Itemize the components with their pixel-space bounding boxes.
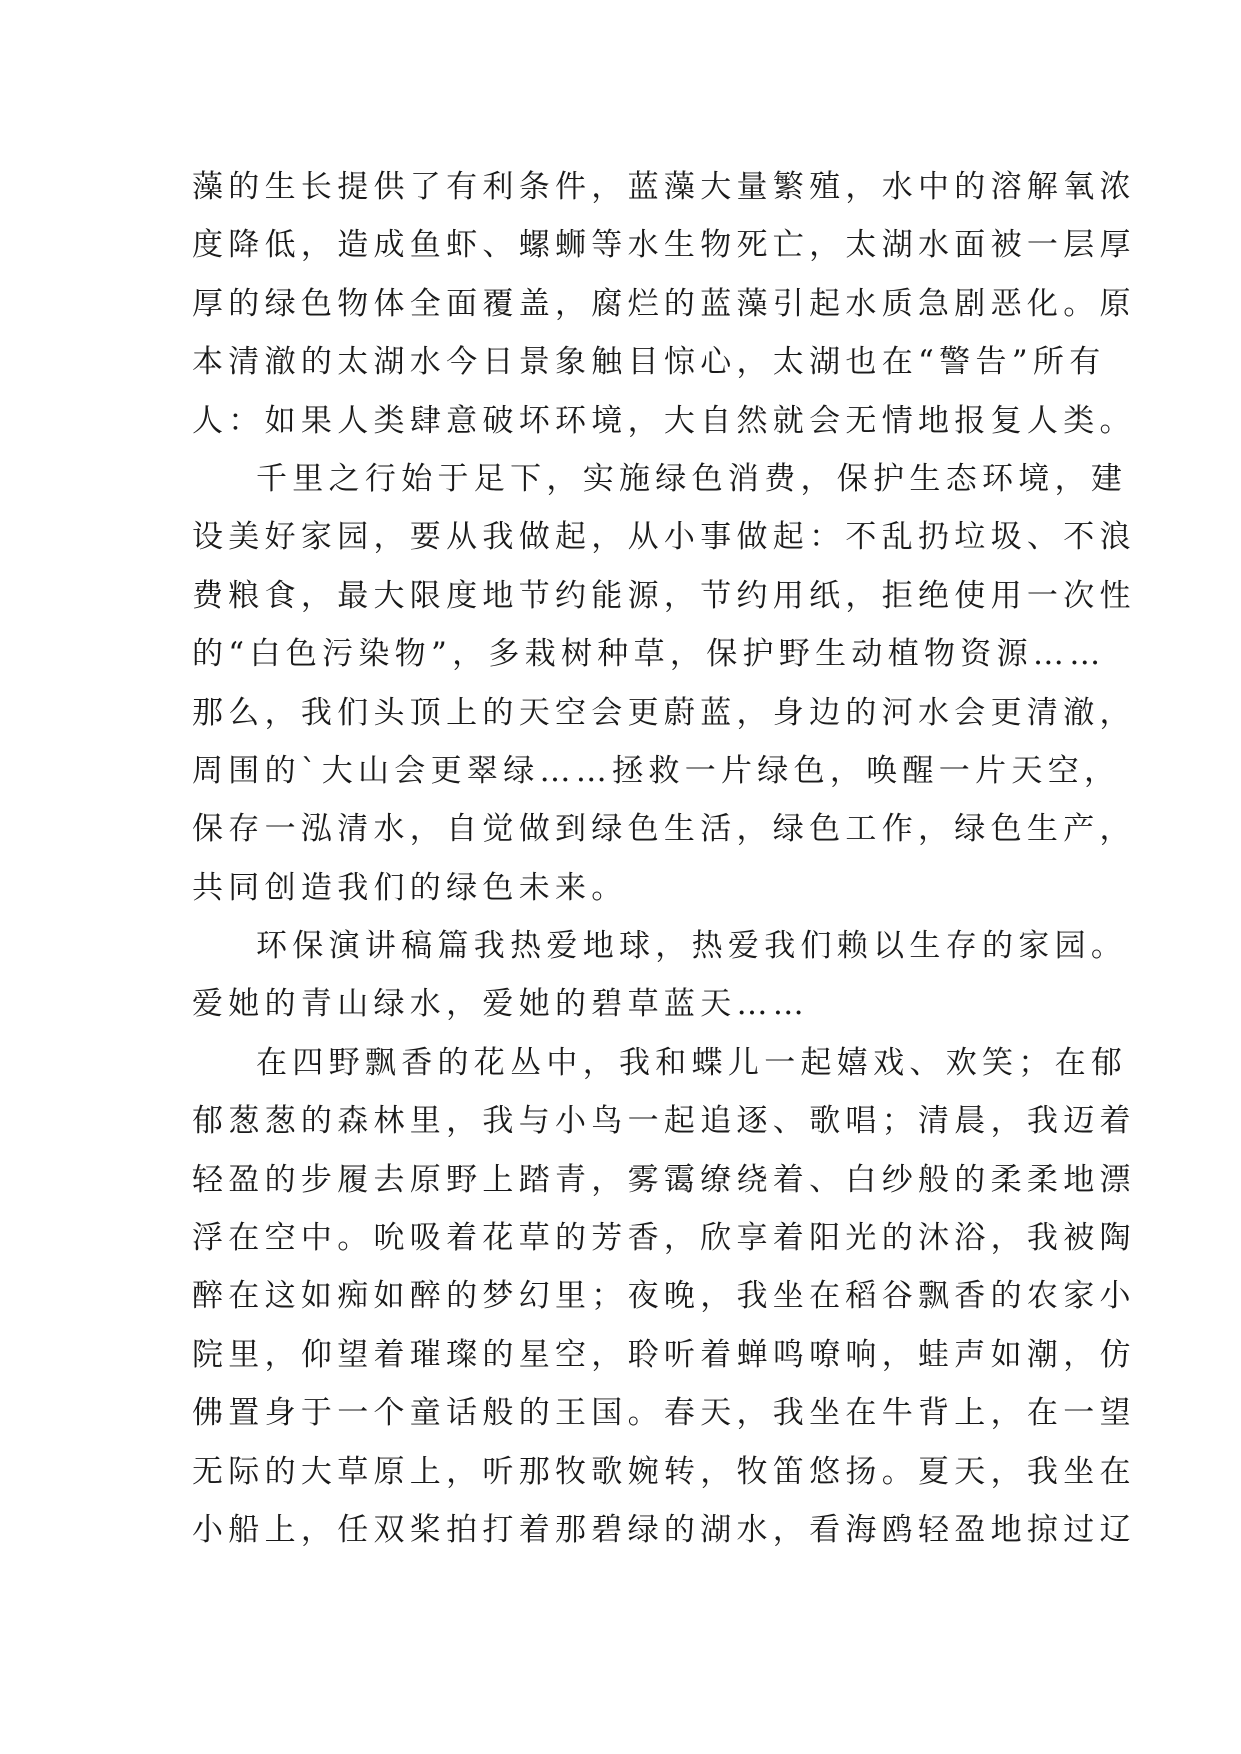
text-line: 本清澈的太湖水今日景象触目惊心，太湖也在“警告”所有 [192, 344, 1106, 381]
text-line: 那么，我们头顶上的天空会更蔚蓝，身边的河水会更清澈， [192, 694, 1136, 731]
text-line: 人：如果人类肆意破坏环境，大自然就会无情地报复人类。 [192, 402, 1136, 439]
paragraph-start-line: 千里之行始于足下，实施绿色消费，保护生态环境，建 [256, 460, 1128, 497]
text-line: 爱她的青山绿水，爱她的碧草蓝天…… [192, 986, 810, 1023]
text-line: 共同创造我们的绿色未来。 [192, 869, 628, 906]
text-line: 轻盈的步履去原野上踏青，雾霭缭绕着、白纱般的柔柔地漂 [192, 1161, 1136, 1198]
text-line: 藻的生长提供了有利条件，蓝藻大量繁殖，水中的溶解氧浓 [192, 169, 1136, 205]
text-line: 浮在空中。吮吸着花草的芳香，欣享着阳光的沐浴，我被陶 [192, 1220, 1136, 1257]
text-line: 周围的`大山会更翠绿……拯救一片绿色，唤醒一片天空， [192, 752, 1121, 789]
text-line: 醉在这如痴如醉的梦幻里；夜晚，我坐在稻谷飘香的农家小 [192, 1278, 1136, 1315]
text-line: 费粮食，最大限度地节约能源，节约用纸，拒绝使用一次性 [192, 577, 1136, 614]
text-line: 小船上，任双桨拍打着那碧绿的湖水，看海鸥轻盈地掠过辽 [192, 1511, 1136, 1548]
text-line: 的“白色污染物”，多栽树种草，保护野生动植物资源…… [192, 636, 1106, 673]
text-line: 院里，仰望着璀璨的星空，聆听着蝉鸣嘹响，蛙声如潮，仿 [192, 1336, 1136, 1373]
text-line: 郁葱葱的森林里，我与小鸟一起追逐、歌唱；清晨，我迈着 [192, 1103, 1136, 1140]
paragraph-start-line: 在四野飘香的花丛中，我和蝶儿一起嬉戏、欢笑；在郁 [256, 1044, 1128, 1081]
text-line: 无际的大草原上，听那牧歌婉转，牧笛悠扬。夏天，我坐在 [192, 1453, 1136, 1490]
document-body [192, 158, 1136, 1559]
text-line: 厚的绿色物体全面覆盖，腐烂的蓝藻引起水质急剧恶化。原 [192, 285, 1136, 322]
paragraph-start-line: 环保演讲稿篇我热爱地球，热爱我们赖以生存的家园。 [256, 928, 1128, 965]
text-line: 设美好家园，要从我做起，从小事做起：不乱扔垃圾、不浪 [192, 519, 1136, 556]
text-line: 佛置身于一个童话般的王国。春天，我坐在牛背上，在一望 [192, 1395, 1136, 1432]
text-line: 度降低，造成鱼虾、螺蛳等水生物死亡，太湖水面被一层厚 [192, 227, 1136, 264]
text-line: 保存一泓清水，自觉做到绿色生活，绿色工作，绿色生产， [192, 811, 1136, 848]
